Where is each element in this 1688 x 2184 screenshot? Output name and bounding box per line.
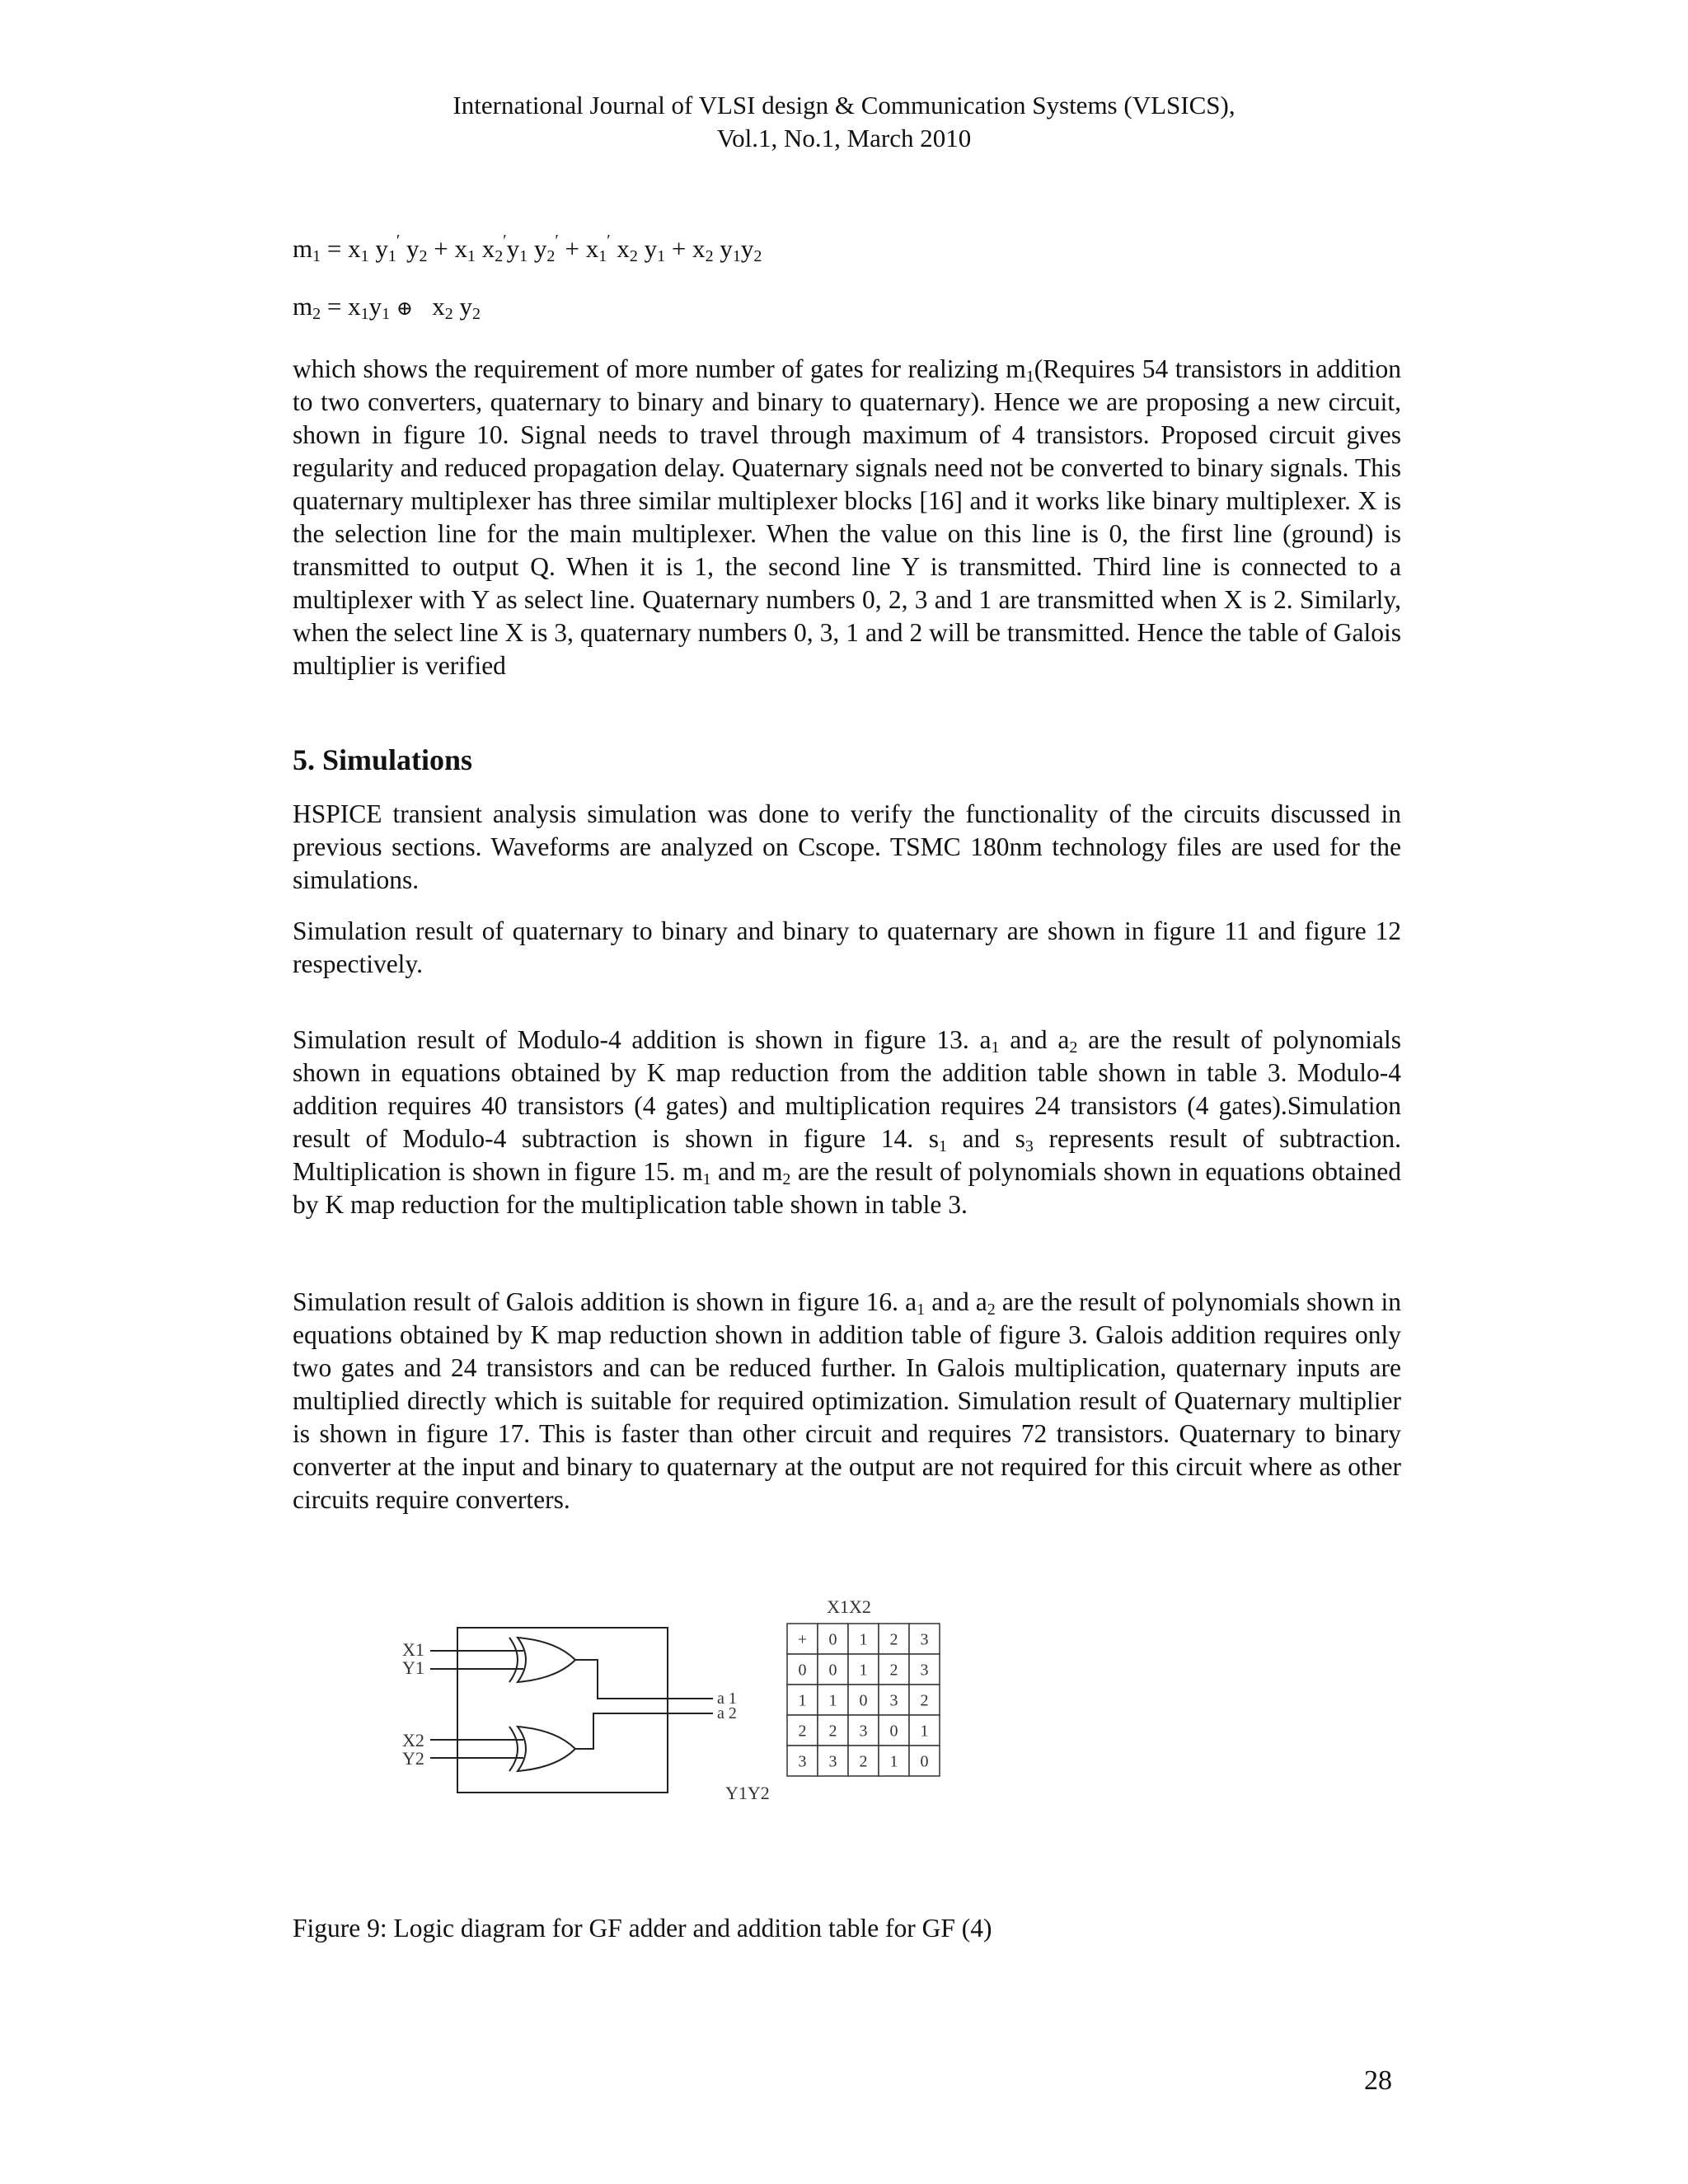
table-cell: 3: [859, 1722, 868, 1741]
journal-header-line2: Vol.1, No.1, March 2010: [716, 124, 972, 152]
equation-m2: $m_2 = x_1y_1$ ⊕ $x_2$ $y_2$: [293, 292, 481, 323]
table-cell: 1: [920, 1722, 929, 1741]
table-header-cell: +: [797, 1630, 808, 1649]
input-label-y2: Y2: [402, 1748, 424, 1769]
journal-header-line1: International Journal of VLSI design & Communication Systems (VLSICS),: [452, 91, 1236, 120]
table-cell: 1: [828, 1691, 837, 1710]
output-label-a1: a 1: [717, 1690, 737, 1708]
input-label-y1: Y1: [402, 1657, 424, 1678]
table-cell: 2: [798, 1722, 807, 1741]
table-cell: 2: [889, 1661, 898, 1680]
table-cell: 0: [920, 1752, 929, 1771]
section-heading-simulations: 5. Simulations: [293, 743, 473, 776]
input-label-x1: X1: [402, 1639, 424, 1660]
table-cell: 0: [798, 1661, 807, 1680]
table-cell: 3: [798, 1752, 807, 1771]
figure-gf-adder: [387, 1586, 981, 1809]
table-cell: 1: [889, 1752, 898, 1771]
output-label-a2: a 2: [717, 1704, 737, 1722]
table-cell: 0: [889, 1722, 898, 1741]
paragraph-galois: Simulation result of Galois addition is shown in figure 16. $a_1$ and $a_2$ are the result of polynomials shown in equations obtained by K map reduction shown in addition table of figure 3. Galois addition requires only two gates and 24 transistors and can be reduced further. In Galois multiplication, quaternary inputs are multiplied directly which is suitable for required optimization. Simulation result of Quaternary multiplier is shown in figure 17. This is faster than other circuit and requires 72 transistors. Quaternary to binary converter at the input and binary to quaternary at the output are not required for this circuit where as other circuits require converters.: [293, 1287, 1402, 1514]
paragraph-converters: Simulation result of quaternary to binary and binary to quaternary are shown in figure 11 and figure 12 respectively.: [293, 916, 1401, 978]
table-header-cell: 3: [920, 1630, 929, 1649]
equation-m1: $m_1 = x_1$ $y_1'$ $y_2 + x_1$ $x_2'y_1$ $y_2' + x_1'$ $x_2$ $y_1 + x_2$ $y_1y_2$: [293, 232, 762, 265]
table-cell: 3: [889, 1691, 898, 1710]
table-header-cell: 1: [859, 1630, 868, 1649]
table-cell: 2: [828, 1722, 837, 1741]
paragraph-mux-description: which shows the requirement of more number of gates for realizing $m_1(Requires$ 54 transistors in addition to two converters, quaternary to binary and binary to quaternary). Hence we are proposing a new circuit, shown in figure 10. Signal needs to travel through maximum of 4 transistors. Proposed circuit gives regularity and reduced propagation delay. Quaternary signals need not be converted to binary signals. This quaternary multiplexer has three similar multiplexer blocks [16] and it works like binary multiplexer. X is the selection line for the main multiplexer. When the value on this line is 0, the first line (ground) is transmitted to output Q. When it is 1, the second line Y is transmitted. Third line is connected to a multiplexer with Y as select line. Quaternary numbers 0, 2, 3 and 1 are transmitted when X is 2. Similarly, when the select line X is 3, quaternary numbers 0, 3, 1 and 2 will be transmitted. Hence the table of Galois multiplier is verified: [293, 354, 1401, 680]
table-top-label: X1X2: [827, 1596, 871, 1617]
addition-table: [787, 1624, 940, 1776]
table-cell: 3: [920, 1661, 929, 1680]
table-header-cell: 2: [889, 1630, 898, 1649]
table-cell: 0: [859, 1691, 868, 1710]
table-cell: 2: [920, 1691, 929, 1710]
table-cell: 1: [859, 1661, 868, 1680]
table-cell: 3: [828, 1752, 837, 1771]
table-side-label: Y1Y2: [725, 1783, 770, 1803]
table-cell: 1: [798, 1691, 807, 1710]
page-number: 28: [1364, 2065, 1392, 2096]
figure-caption: Figure 9: Logic diagram for GF adder and addition table for GF (4): [293, 1914, 992, 1943]
input-label-x2: X2: [402, 1730, 424, 1750]
table-cell: 2: [859, 1752, 868, 1771]
logic-diagram: [430, 1628, 713, 1793]
paragraph-hspice: HSPICE transient analysis simulation was done to verify the functionality of the circuits discussed in previous sections. Waveforms are analyzed on Cscope. TSMC 180nm technology files are used for the simulations.: [293, 799, 1401, 894]
table-header-cell: 0: [828, 1630, 837, 1649]
paragraph-modulo4: Simulation result of Modulo-4 addition is shown in figure 13. $a_1$ and $a_2$ are the result of polynomials shown in equations obtained by K map reduction from the addition table shown in table 3. Modulo-4 addition requires 40 transistors (4 gates) and multiplication requires 24 transistors (4 gates).Simulation result of Modulo-4 subtraction is shown in figure 14. $s_1$ and $s_3$ represents result of subtraction. Multiplication is shown in figure 15. $m_1$ and $m_2$ are the result of polynomials shown in equations obtained by K map reduction for the multiplication table shown in table 3.: [293, 1025, 1402, 1219]
table-cell: 0: [828, 1661, 837, 1680]
